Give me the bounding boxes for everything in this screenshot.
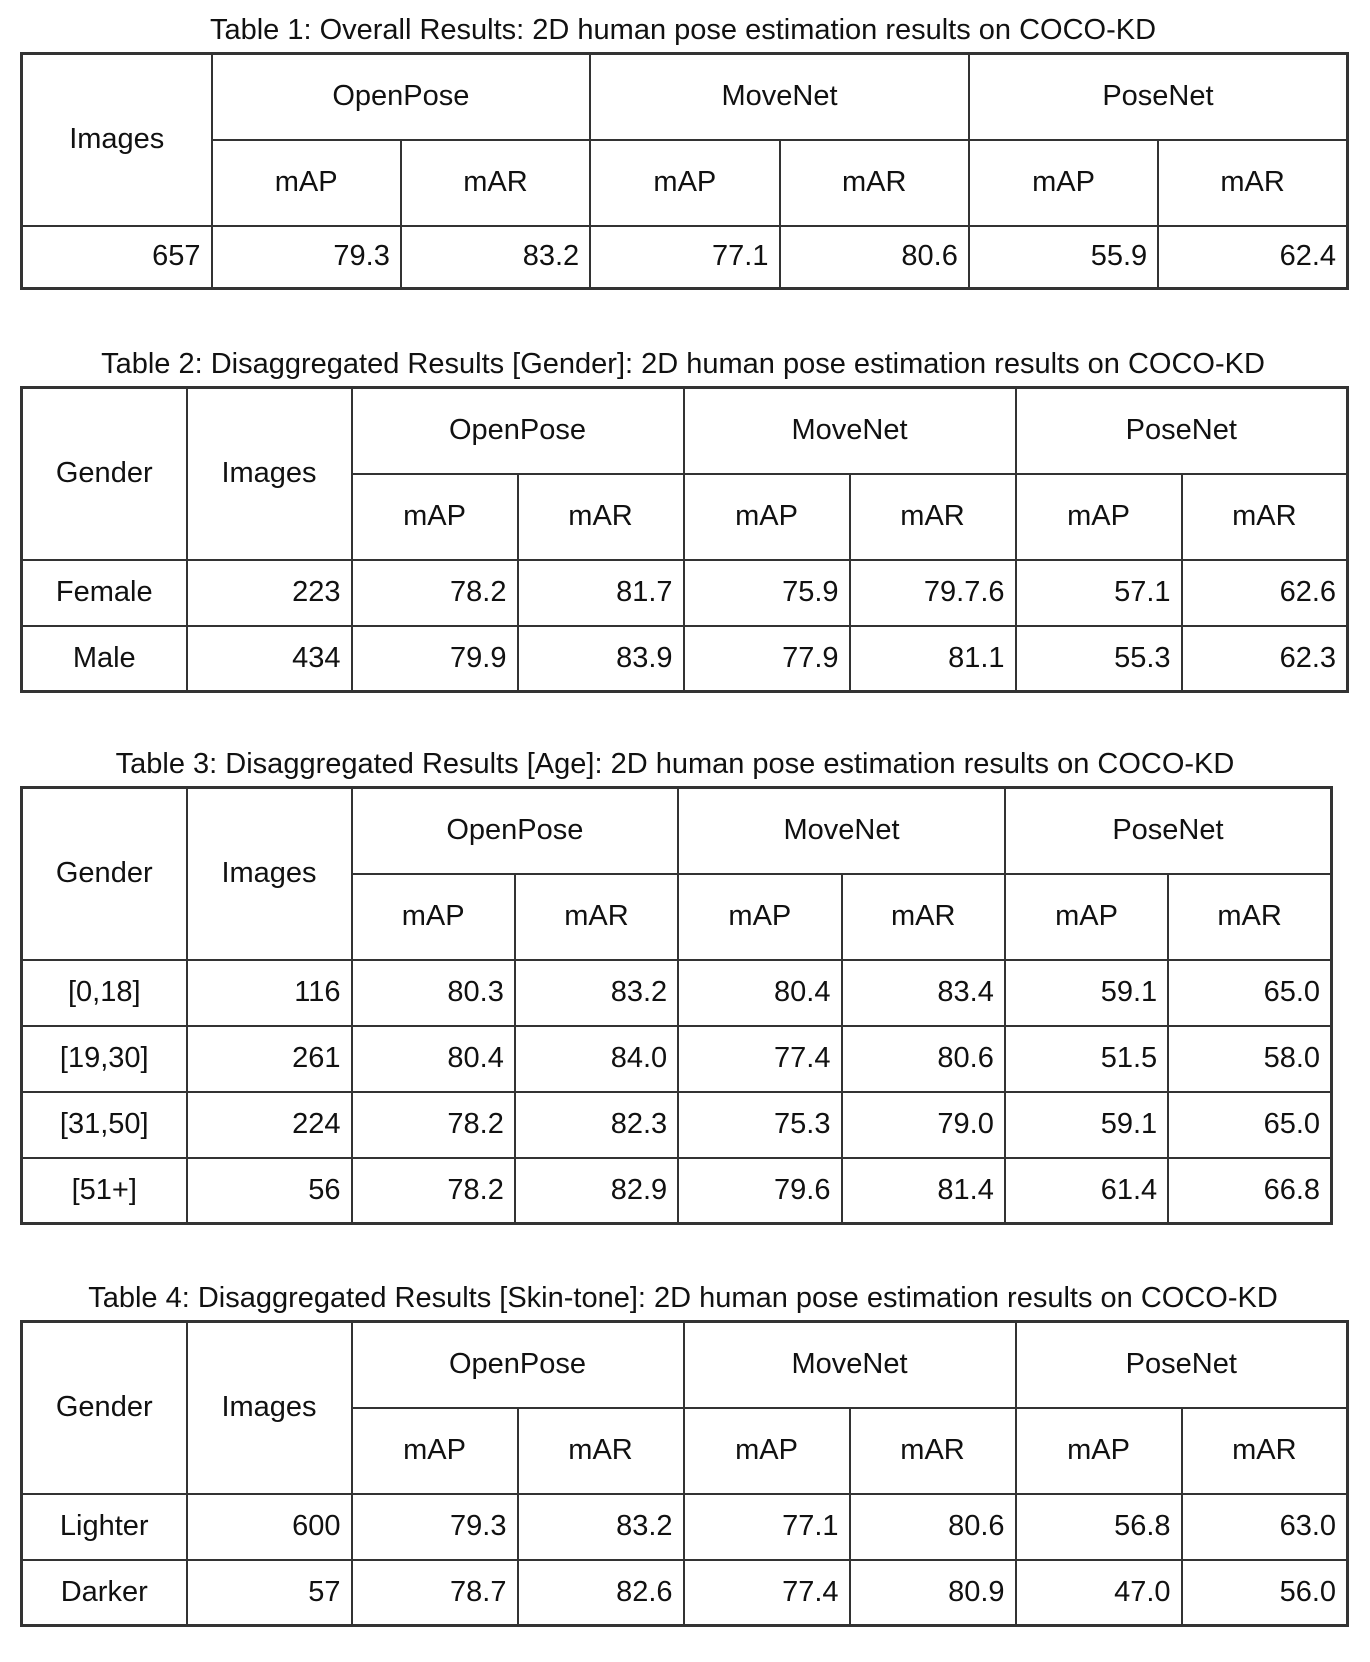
metric-value: 80.6 <box>842 1026 1005 1092</box>
metric-value: 61.4 <box>1005 1158 1168 1224</box>
column-header-metric: mAR <box>1168 874 1331 960</box>
column-header-metric: mAR <box>842 874 1005 960</box>
images-count: 434 <box>187 626 352 692</box>
column-header-metric: mAR <box>850 1408 1016 1494</box>
row-label: [51+] <box>22 1158 187 1224</box>
metric-value: 65.0 <box>1168 960 1331 1026</box>
column-header-images: Images <box>187 388 352 560</box>
metric-value: 80.4 <box>678 960 841 1026</box>
row-label: [19,30] <box>22 1026 187 1092</box>
column-header-metric: mAR <box>850 474 1016 560</box>
metric-value: 78.2 <box>352 560 518 626</box>
column-header-group-label: Gender <box>22 1322 187 1494</box>
images-count: 600 <box>187 1494 352 1560</box>
column-header-model: MoveNet <box>684 1322 1016 1408</box>
metric-value: 78.2 <box>352 1158 515 1224</box>
metric-value: 81.1 <box>850 626 1016 692</box>
metric-value: 81.4 <box>842 1158 1005 1224</box>
column-header-model: MoveNet <box>590 54 969 140</box>
table-row <box>22 1494 1348 1560</box>
metric-value: 77.1 <box>684 1494 850 1560</box>
results-table-3 <box>20 786 1333 1225</box>
column-header-model: MoveNet <box>678 788 1005 874</box>
column-header-metric: mAP <box>1005 874 1168 960</box>
metric-value: 77.4 <box>684 1560 850 1626</box>
metric-value: 83.2 <box>518 1494 684 1560</box>
metric-value: 59.1 <box>1005 960 1168 1026</box>
column-header-metric: mAR <box>518 1408 684 1494</box>
metric-value: 83.2 <box>401 226 590 289</box>
metric-value: 65.0 <box>1168 1092 1331 1158</box>
table-caption: Table 4: Disaggregated Results [Skin-tone]: 2D human pose estimation results on COCO-KD <box>88 1282 1278 1314</box>
table-caption: Table 1: Overall Results: 2D human pose estimation results on COCO-KD <box>209 14 1157 46</box>
metric-value: 56.0 <box>1182 1560 1348 1626</box>
column-header-metric: mAR <box>780 140 969 226</box>
results-table-4 <box>20 1320 1349 1627</box>
images-count: 261 <box>187 1026 352 1092</box>
metric-value: 77.9 <box>684 626 850 692</box>
column-header-model: PoseNet <box>1016 1322 1348 1408</box>
metric-value: 79.0 <box>842 1092 1005 1158</box>
results-table-2 <box>20 386 1349 693</box>
metric-value: 47.0 <box>1016 1560 1182 1626</box>
metric-value: 79.3 <box>352 1494 518 1560</box>
column-header-model: PoseNet <box>1005 788 1332 874</box>
column-header-group-label: Gender <box>22 788 187 960</box>
metric-value: 77.4 <box>678 1026 841 1092</box>
column-header-metric: mAP <box>969 140 1158 226</box>
images-count: 57 <box>187 1560 352 1626</box>
table-row <box>22 1092 1332 1158</box>
metric-value: 83.9 <box>518 626 684 692</box>
metric-value: 75.3 <box>678 1092 841 1158</box>
column-header-metric: mAR <box>518 474 684 560</box>
column-header-metric: mAP <box>1016 1408 1182 1494</box>
metric-value: 62.3 <box>1182 626 1348 692</box>
metric-value: 80.4 <box>352 1026 515 1092</box>
metric-value: 81.7 <box>518 560 684 626</box>
metric-value: 80.6 <box>780 226 969 289</box>
column-header-images: Images <box>187 788 352 960</box>
table-row <box>22 226 1348 289</box>
table-row <box>22 1026 1332 1092</box>
metric-value: 83.4 <box>842 960 1005 1026</box>
metric-value: 63.0 <box>1182 1494 1348 1560</box>
column-header-model: MoveNet <box>684 388 1016 474</box>
column-header-images: Images <box>22 54 212 226</box>
row-label: Female <box>22 560 187 626</box>
metric-value: 84.0 <box>515 1026 678 1092</box>
metric-value: 79.7.6 <box>850 560 1016 626</box>
column-header-metric: mAR <box>515 874 678 960</box>
column-header-metric: mAP <box>352 874 515 960</box>
metric-value: 62.4 <box>1158 226 1347 289</box>
metric-value: 66.8 <box>1168 1158 1331 1224</box>
images-count: 56 <box>187 1158 352 1224</box>
column-header-metric: mAP <box>352 1408 518 1494</box>
images-count: 116 <box>187 960 352 1026</box>
column-header-metric: mAP <box>352 474 518 560</box>
metric-value: 79.6 <box>678 1158 841 1224</box>
column-header-images: Images <box>187 1322 352 1494</box>
metric-value: 77.1 <box>590 226 779 289</box>
images-count: 223 <box>187 560 352 626</box>
metric-value: 82.3 <box>515 1092 678 1158</box>
column-header-metric: mAP <box>212 140 401 226</box>
images-count: 657 <box>22 226 212 289</box>
metric-value: 58.0 <box>1168 1026 1331 1092</box>
metric-value: 82.9 <box>515 1158 678 1224</box>
metric-value: 80.6 <box>850 1494 1016 1560</box>
table-row <box>22 960 1332 1026</box>
column-header-model: OpenPose <box>352 388 684 474</box>
metric-value: 79.3 <box>212 226 401 289</box>
column-header-metric: mAR <box>1182 1408 1348 1494</box>
table-row <box>22 560 1348 626</box>
column-header-model: OpenPose <box>352 1322 684 1408</box>
column-header-metric: mAP <box>678 874 841 960</box>
metric-value: 57.1 <box>1016 560 1182 626</box>
table-caption: Table 3: Disaggregated Results [Age]: 2D human pose estimation results on COCO-KD <box>115 748 1235 780</box>
column-header-metric: mAP <box>590 140 779 226</box>
column-header-model: OpenPose <box>212 54 591 140</box>
row-label: Lighter <box>22 1494 187 1560</box>
images-count: 224 <box>187 1092 352 1158</box>
table-row <box>22 1560 1348 1626</box>
column-header-metric: mAR <box>1158 140 1347 226</box>
metric-value: 79.9 <box>352 626 518 692</box>
metric-value: 80.3 <box>352 960 515 1026</box>
column-header-model: PoseNet <box>1016 388 1348 474</box>
column-header-group-label: Gender <box>22 388 187 560</box>
column-header-metric: mAR <box>401 140 590 226</box>
metric-value: 82.6 <box>518 1560 684 1626</box>
metric-value: 55.9 <box>969 226 1158 289</box>
results-table-1 <box>20 52 1349 290</box>
table-row <box>22 1158 1332 1224</box>
row-label: [31,50] <box>22 1092 187 1158</box>
column-header-model: OpenPose <box>352 788 679 874</box>
metric-value: 83.2 <box>515 960 678 1026</box>
metric-value: 55.3 <box>1016 626 1182 692</box>
column-header-metric: mAR <box>1182 474 1348 560</box>
metric-value: 56.8 <box>1016 1494 1182 1560</box>
column-header-metric: mAP <box>1016 474 1182 560</box>
metric-value: 75.9 <box>684 560 850 626</box>
row-label: [0,18] <box>22 960 187 1026</box>
table-caption: Table 2: Disaggregated Results [Gender]: 2D human pose estimation results on COCO-KD <box>101 348 1265 380</box>
table-row <box>22 626 1348 692</box>
metric-value: 80.9 <box>850 1560 1016 1626</box>
row-label: Darker <box>22 1560 187 1626</box>
metric-value: 59.1 <box>1005 1092 1168 1158</box>
metric-value: 51.5 <box>1005 1026 1168 1092</box>
metric-value: 78.7 <box>352 1560 518 1626</box>
column-header-metric: mAP <box>684 1408 850 1494</box>
column-header-model: PoseNet <box>969 54 1348 140</box>
metric-value: 78.2 <box>352 1092 515 1158</box>
row-label: Male <box>22 626 187 692</box>
column-header-metric: mAP <box>684 474 850 560</box>
metric-value: 62.6 <box>1182 560 1348 626</box>
